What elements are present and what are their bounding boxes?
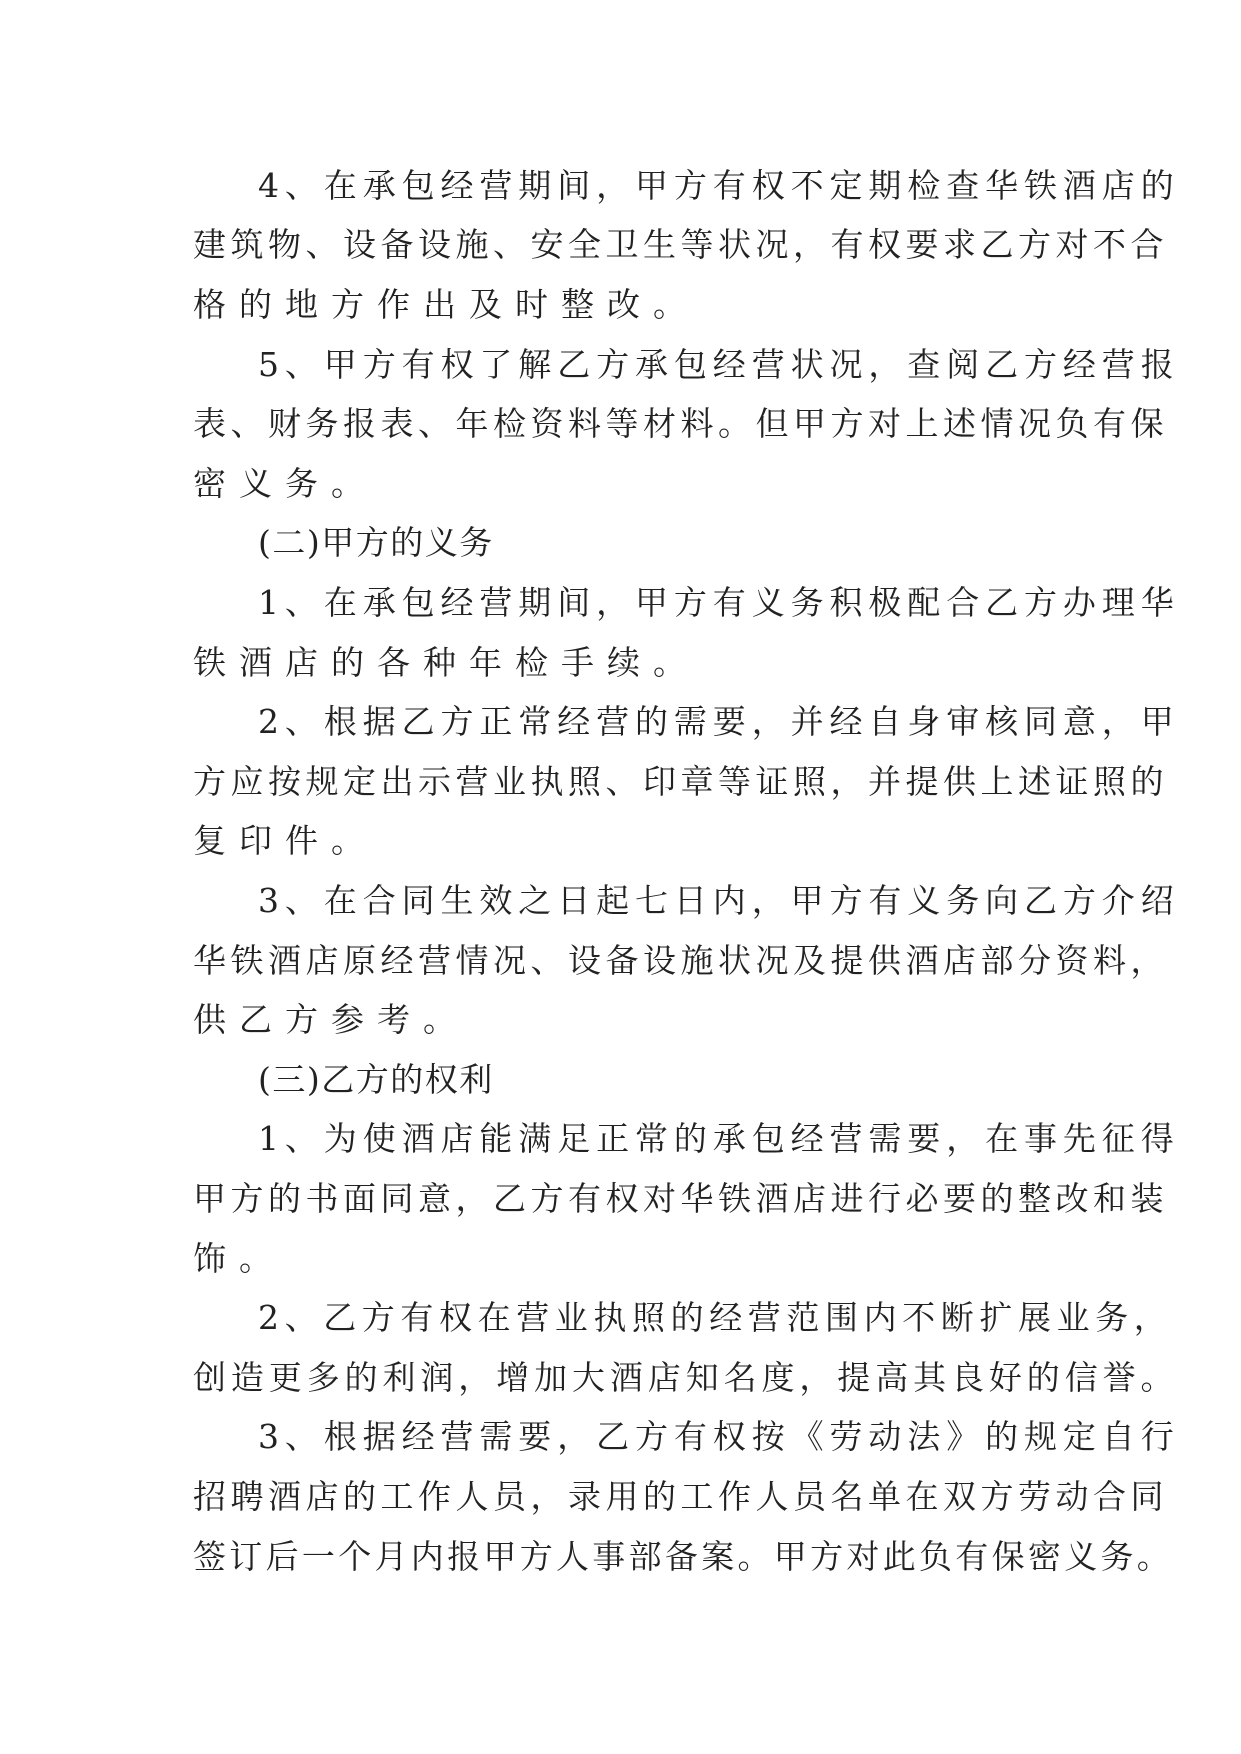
paragraph-line: 1、在承包经营期间，甲方有义务积极配合乙方办理华 bbox=[258, 583, 1180, 622]
paragraph-line: 格的地方作出及时整改。 bbox=[193, 285, 699, 324]
paragraph-line: 复印件。 bbox=[193, 821, 377, 860]
paragraph-line: 4、在承包经营期间，甲方有权不定期检查华铁酒店的 bbox=[258, 166, 1180, 205]
paragraph-line: 密义务。 bbox=[193, 464, 377, 503]
paragraph-line: 供乙方参考。 bbox=[193, 1000, 469, 1039]
paragraph-line: 2、根据乙方正常经营的需要，并经自身审核同意，甲 bbox=[258, 702, 1180, 741]
paragraph-line: 3、在合同生效之日起七日内，甲方有义务向乙方介绍 bbox=[258, 881, 1180, 920]
paragraph-line: 3、根据经营需要，乙方有权按《劳动法》的规定自行 bbox=[258, 1417, 1180, 1456]
paragraph-line: 方应按规定出示营业执照、印章等证照，并提供上述证照的 bbox=[193, 762, 1168, 801]
section-heading: (二)甲方的义务 bbox=[258, 523, 494, 562]
paragraph-line: 铁酒店的各种年检手续。 bbox=[193, 643, 699, 682]
paragraph-line: 招聘酒店的工作人员，录用的工作人员名单在双方劳动合同 bbox=[193, 1477, 1168, 1516]
paragraph-line: 建筑物、设备设施、安全卫生等状况，有权要求乙方对不合 bbox=[193, 225, 1168, 264]
paragraph-line: 创造更多的利润，增加大酒店知名度，提高其良好的信誉。 bbox=[193, 1358, 1179, 1397]
paragraph-line: 饰。 bbox=[193, 1239, 285, 1278]
paragraph-line: 甲方的书面同意，乙方有权对华铁酒店进行必要的整改和装 bbox=[193, 1179, 1168, 1218]
section-heading: (三)乙方的权利 bbox=[258, 1060, 494, 1099]
paragraph-line: 签订后一个月内报甲方人事部备案。甲方对此负有保密义务。 bbox=[193, 1537, 1174, 1576]
paragraph-line: 华铁酒店原经营情况、设备设施状况及提供酒店部分资料， bbox=[193, 941, 1168, 980]
paragraph-line: 1、为使酒店能满足正常的承包经营需要，在事先征得 bbox=[258, 1119, 1180, 1158]
paragraph-line: 2、乙方有权在营业执照的经营范围内不断扩展业务， bbox=[258, 1298, 1173, 1337]
paragraph-line: 5、甲方有权了解乙方承包经营状况，查阅乙方经营报 bbox=[258, 345, 1180, 384]
paragraph-line: 表、财务报表、年检资料等材料。但甲方对上述情况负有保 bbox=[193, 404, 1168, 443]
